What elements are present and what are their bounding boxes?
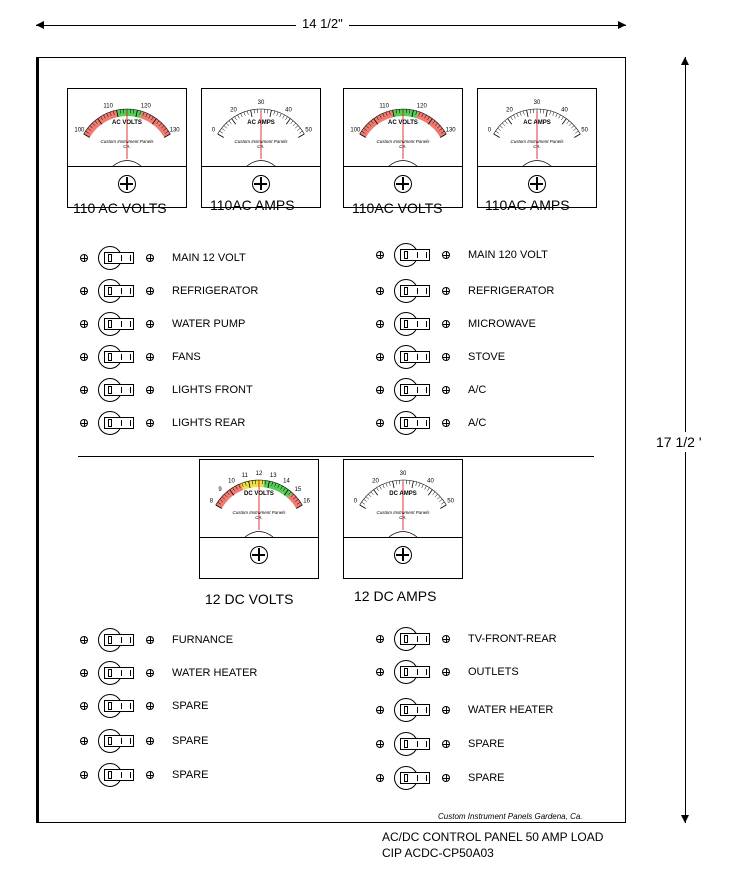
switch-label: SPARE: [172, 769, 209, 781]
scale-tick: [573, 128, 576, 130]
mounting-screw-icon: [80, 287, 88, 295]
width-dimension-label: 14 1/2": [296, 16, 349, 31]
scale-tick: [530, 109, 531, 113]
ac-volts-caption-2: 110AC VOLTS: [352, 200, 443, 216]
scale-tick: [527, 110, 528, 117]
mounting-screw-icon: [442, 287, 450, 295]
mounting-screw-icon: [376, 320, 384, 328]
switch-label: MAIN 12 VOLT: [172, 252, 246, 264]
scale-tick: [440, 505, 446, 509]
mounting-screw-icon: [146, 702, 154, 710]
scale-label: AC VOLTS: [388, 120, 418, 126]
mounting-screw-icon: [442, 251, 450, 259]
switch-label: LIGHTS FRONT: [172, 384, 253, 396]
dc-amps-caption: 12 DC AMPS: [354, 588, 437, 604]
scale-tick-label: 15: [294, 487, 302, 494]
mounting-screw-icon: [146, 386, 154, 394]
scale-tick: [298, 134, 304, 138]
switch-label: SPARE: [468, 772, 505, 784]
circuit-breaker-switch[interactable]: [98, 279, 136, 303]
panel-title: AC/DC CONTROL PANEL 50 AMP LOAD: [382, 830, 604, 844]
scale-tick: [396, 480, 397, 484]
scale-tick-label: 16: [303, 498, 310, 505]
scale-tick: [254, 109, 255, 113]
circuit-breaker-switch[interactable]: [394, 279, 432, 303]
ac-volts-caption: 110 AC VOLTS: [73, 200, 167, 216]
scale-tick: [280, 113, 282, 117]
mounting-screw-icon: [442, 320, 450, 328]
scale-tick: [559, 115, 561, 119]
mounting-screw-icon: [442, 386, 450, 394]
scale-tick: [270, 110, 271, 117]
ac-right-switch-row: [376, 345, 616, 371]
ac-right-switch-row: [376, 378, 616, 404]
ac-amps-meter: [201, 88, 321, 208]
dc-right-switch-row: [376, 698, 616, 724]
meter-maker-label: Custom Instrument Panels CA.: [376, 139, 430, 149]
meter-face: [68, 89, 186, 167]
scale-tick: [389, 482, 390, 486]
scale-tick-label: 50: [305, 127, 312, 134]
dc-left-switch-row: [80, 763, 320, 789]
switch-label: REFRIGERATOR: [172, 285, 259, 297]
dc-left-switch-row: [80, 729, 320, 755]
meter-maker-label: Custom Instrument Panels CA.: [234, 139, 288, 149]
scale-tick: [238, 115, 240, 119]
needle-pivot: [247, 161, 275, 167]
circuit-breaker-switch[interactable]: [394, 660, 432, 684]
scale-tick: [386, 483, 387, 487]
scale-tick-label: 30: [533, 100, 541, 106]
ac-left-switch-row: [80, 411, 320, 437]
mounting-screw-icon: [442, 740, 450, 748]
scale-tick: [498, 128, 501, 130]
mounting-screw-icon: [80, 737, 88, 745]
circuit-breaker-switch[interactable]: [394, 345, 432, 369]
scale-tick-label: 9: [218, 487, 222, 494]
dc-left-switch-row: [80, 661, 320, 687]
circuit-breaker-switch[interactable]: [394, 698, 432, 722]
scale-tick-label: 10: [228, 478, 235, 485]
ac-left-switch-row: [80, 246, 320, 272]
mounting-screw-icon: [80, 386, 88, 394]
scale-tick-label: 130: [169, 127, 180, 134]
ac-amps-caption: 110AC AMPS: [210, 197, 295, 213]
scale-tick-label: 13: [269, 472, 277, 479]
ac-right-switch-row: [376, 312, 616, 338]
scale-tick: [514, 115, 516, 119]
switch-label: A/C: [468, 417, 487, 429]
switch-label: MICROWAVE: [468, 318, 536, 330]
scale-tick: [364, 499, 367, 501]
mounting-screw-icon: [146, 669, 154, 677]
scale-tick-label: 120: [416, 103, 427, 110]
circuit-breaker-switch[interactable]: [394, 378, 432, 402]
scale-label: AC AMPS: [523, 120, 551, 126]
circuit-breaker-switch[interactable]: [98, 661, 136, 685]
scale-tick: [546, 110, 547, 117]
scale-tick-label: 20: [506, 107, 513, 114]
scale-tick: [362, 502, 365, 504]
scale-tick-label: 11: [241, 472, 248, 479]
switch-label: MAIN 120 VOLT: [468, 249, 548, 261]
scale-tick-label: 130: [445, 127, 456, 134]
ac-left-switch-row: [80, 378, 320, 404]
needle-pivot: [389, 161, 417, 167]
circuit-breaker-switch[interactable]: [394, 732, 432, 756]
dc-amps-meter: [343, 459, 463, 579]
circuit-breaker-switch[interactable]: [98, 763, 136, 787]
mounting-screw-icon: [146, 419, 154, 427]
switch-label: SPARE: [468, 738, 505, 750]
scale-tick: [523, 111, 524, 115]
scale-tick-label: 120: [140, 103, 151, 110]
scale-tick-label: 110: [379, 103, 389, 110]
needle-pivot: [245, 532, 273, 538]
scale-tick: [380, 486, 382, 490]
ac-right-switch-row: [376, 411, 616, 437]
switch-label: REFRIGERATOR: [468, 285, 555, 297]
mounting-screw-icon: [146, 771, 154, 779]
mounting-screw-icon: [80, 353, 88, 361]
circuit-breaker-switch[interactable]: [98, 345, 136, 369]
meter-face: [344, 460, 462, 538]
switch-label: LIGHTS REAR: [172, 417, 246, 429]
scale-tick: [241, 113, 243, 117]
scale-tick: [425, 486, 427, 490]
mounting-screw-icon: [146, 287, 154, 295]
mounting-screw-icon: [80, 702, 88, 710]
mounting-screw-icon: [442, 635, 450, 643]
switch-label: STOVE: [468, 351, 506, 363]
mounting-screw-icon: [376, 706, 384, 714]
switch-label: FANS: [172, 351, 201, 363]
mounting-screw-icon: [146, 254, 154, 262]
zero-adjust-screw-icon[interactable]: [394, 175, 412, 193]
circuit-breaker-switch[interactable]: [98, 378, 136, 402]
scale-tick-label: 20: [230, 107, 237, 114]
maker-signature: Custom Instrument Panels Gardena, Ca.: [438, 812, 583, 821]
circuit-breaker-switch[interactable]: [98, 628, 136, 652]
scale-tick: [422, 484, 424, 488]
mounting-screw-icon: [146, 320, 154, 328]
mounting-screw-icon: [80, 419, 88, 427]
scale-tick-label: 0: [487, 127, 492, 134]
circuit-breaker-switch[interactable]: [98, 729, 136, 753]
scale-tick: [297, 128, 300, 130]
meter-maker-label: Custom Instrument Panels CA.: [510, 139, 564, 149]
mounting-screw-icon: [376, 353, 384, 361]
switch-label: WATER PUMP: [172, 318, 246, 330]
mounting-screw-icon: [146, 353, 154, 361]
scale-tick: [218, 134, 224, 138]
meter-face: [200, 460, 318, 538]
scale-label: AC VOLTS: [112, 120, 142, 126]
mounting-screw-icon: [80, 320, 88, 328]
mounting-screw-icon: [376, 635, 384, 643]
scale-tick: [575, 131, 578, 133]
scale-tick-label: 12: [255, 471, 263, 477]
ac-right-switch-row: [376, 243, 616, 269]
scale-tick: [439, 499, 442, 501]
scale-tick-label: 0: [353, 498, 358, 505]
scale-tick-label: 14: [283, 478, 290, 485]
scale-tick: [274, 111, 275, 115]
scale-tick: [299, 131, 302, 133]
circuit-breaker-switch[interactable]: [394, 627, 432, 651]
scale-tick: [496, 131, 499, 133]
scale-tick-label: 100: [74, 127, 85, 134]
width-dimension: [36, 16, 626, 36]
scale-tick: [283, 115, 285, 119]
switch-label: WATER HEATER: [468, 704, 554, 716]
circuit-breaker-switch[interactable]: [394, 243, 432, 267]
scale-tick: [543, 109, 544, 113]
switch-label: OUTLETS: [468, 666, 519, 678]
mounting-screw-icon: [80, 254, 88, 262]
scale-tick: [277, 112, 278, 116]
scale-tick: [419, 483, 420, 487]
mounting-screw-icon: [376, 251, 384, 259]
scale-label: DC AMPS: [389, 491, 417, 497]
mounting-screw-icon: [442, 353, 450, 361]
switch-label: WATER HEATER: [172, 667, 258, 679]
zero-adjust-screw-icon[interactable]: [118, 175, 136, 193]
needle-pivot: [389, 532, 417, 538]
scale-tick: [553, 112, 554, 116]
mounting-screw-icon: [442, 668, 450, 676]
zero-adjust-screw-icon[interactable]: [252, 175, 270, 193]
switch-label: TV-FRONT-REAR: [468, 633, 557, 645]
meter-face: [478, 89, 596, 167]
dc-right-switch-row: [376, 766, 616, 792]
dc-left-switch-row: [80, 694, 320, 720]
circuit-breaker-switch[interactable]: [98, 312, 136, 336]
scale-tick: [550, 111, 551, 115]
meter-maker-label: Custom Instrument Panels CA.: [100, 139, 154, 149]
scale-tick-label: 50: [581, 127, 588, 134]
ac-amps-meter-2: [477, 88, 597, 208]
scale-label: AC AMPS: [247, 120, 275, 126]
circuit-breaker-switch[interactable]: [394, 766, 432, 790]
mounting-screw-icon: [442, 774, 450, 782]
mounting-screw-icon: [376, 386, 384, 394]
mounting-screw-icon: [146, 636, 154, 644]
ac-left-switch-row: [80, 312, 320, 338]
scale-tick: [222, 128, 225, 130]
dc-left-switch-row: [80, 628, 320, 654]
meter-face: [344, 89, 462, 167]
circuit-breaker-switch[interactable]: [98, 246, 136, 270]
ac-volts-meter-2: [343, 88, 463, 208]
dc-right-switch-row: [376, 627, 616, 653]
switch-label: SPARE: [172, 700, 209, 712]
scale-tick: [409, 480, 410, 484]
scale-tick: [441, 502, 444, 504]
scale-label: DC VOLTS: [244, 491, 274, 497]
circuit-breaker-switch[interactable]: [394, 312, 432, 336]
scale-tick: [416, 482, 417, 486]
meter-maker-label: Custom Instrument Panels CA.: [376, 510, 430, 520]
scale-tick: [267, 109, 268, 113]
mounting-screw-icon: [442, 419, 450, 427]
panel-part-number: CIP ACDC-CP50A03: [382, 846, 494, 860]
dc-volts-meter: [199, 459, 319, 579]
mounting-screw-icon: [376, 668, 384, 676]
circuit-breaker-switch[interactable]: [98, 411, 136, 435]
scale-tick: [517, 113, 519, 117]
scale-tick-label: 110: [103, 103, 113, 110]
scale-tick-label: 50: [447, 498, 454, 505]
scale-tick: [244, 112, 245, 116]
scale-tick: [574, 134, 580, 138]
scale-tick: [220, 131, 223, 133]
scale-tick: [247, 111, 248, 115]
needle-pivot: [523, 161, 551, 167]
ac-right-switch-row: [376, 279, 616, 305]
scale-tick-label: 30: [257, 100, 265, 106]
switch-label: FURNANCE: [172, 634, 234, 646]
mounting-screw-icon: [146, 737, 154, 745]
scale-tick-label: 40: [285, 107, 292, 114]
zero-adjust-screw-icon[interactable]: [528, 175, 546, 193]
scale-tick-label: 20: [372, 478, 379, 485]
scale-tick: [251, 110, 252, 117]
zero-adjust-screw-icon[interactable]: [250, 546, 268, 564]
ac-volts-meter: [67, 88, 187, 208]
dc-right-switch-row: [376, 732, 616, 758]
ac-left-switch-row: [80, 345, 320, 371]
scale-tick-label: 40: [561, 107, 568, 114]
height-dimension-label: 17 1/2 ': [656, 434, 702, 450]
mounting-screw-icon: [80, 771, 88, 779]
mounting-screw-icon: [80, 636, 88, 644]
circuit-breaker-switch[interactable]: [394, 411, 432, 435]
mounting-screw-icon: [376, 419, 384, 427]
ac-amps-caption-2: 110AC AMPS: [485, 197, 570, 213]
scale-tick-label: 8: [209, 498, 214, 505]
scale-tick-label: 0: [211, 127, 216, 134]
mounting-screw-icon: [376, 774, 384, 782]
needle-pivot: [113, 161, 141, 167]
scale-tick: [494, 134, 500, 138]
switch-label: SPARE: [172, 735, 209, 747]
scale-tick-label: 30: [399, 471, 407, 477]
meter-maker-label: Custom Instrument Panels CA.: [232, 510, 286, 520]
circuit-breaker-switch[interactable]: [98, 694, 136, 718]
scale-tick-label: 100: [350, 127, 361, 134]
zero-adjust-screw-icon[interactable]: [394, 546, 412, 564]
scale-tick: [383, 484, 385, 488]
mounting-screw-icon: [376, 740, 384, 748]
scale-tick: [412, 481, 413, 488]
dc-volts-caption: 12 DC VOLTS: [205, 591, 294, 607]
mounting-screw-icon: [80, 669, 88, 677]
scale-tick: [360, 505, 366, 509]
scale-tick-label: 40: [427, 478, 434, 485]
ac-left-switch-row: [80, 279, 320, 305]
meter-face: [202, 89, 320, 167]
scale-tick: [520, 112, 521, 116]
section-divider: [78, 456, 594, 457]
scale-tick: [393, 481, 394, 488]
scale-tick: [556, 113, 558, 117]
mounting-screw-icon: [376, 287, 384, 295]
switch-label: A/C: [468, 384, 487, 396]
mounting-screw-icon: [442, 706, 450, 714]
dc-right-switch-row: [376, 660, 616, 686]
